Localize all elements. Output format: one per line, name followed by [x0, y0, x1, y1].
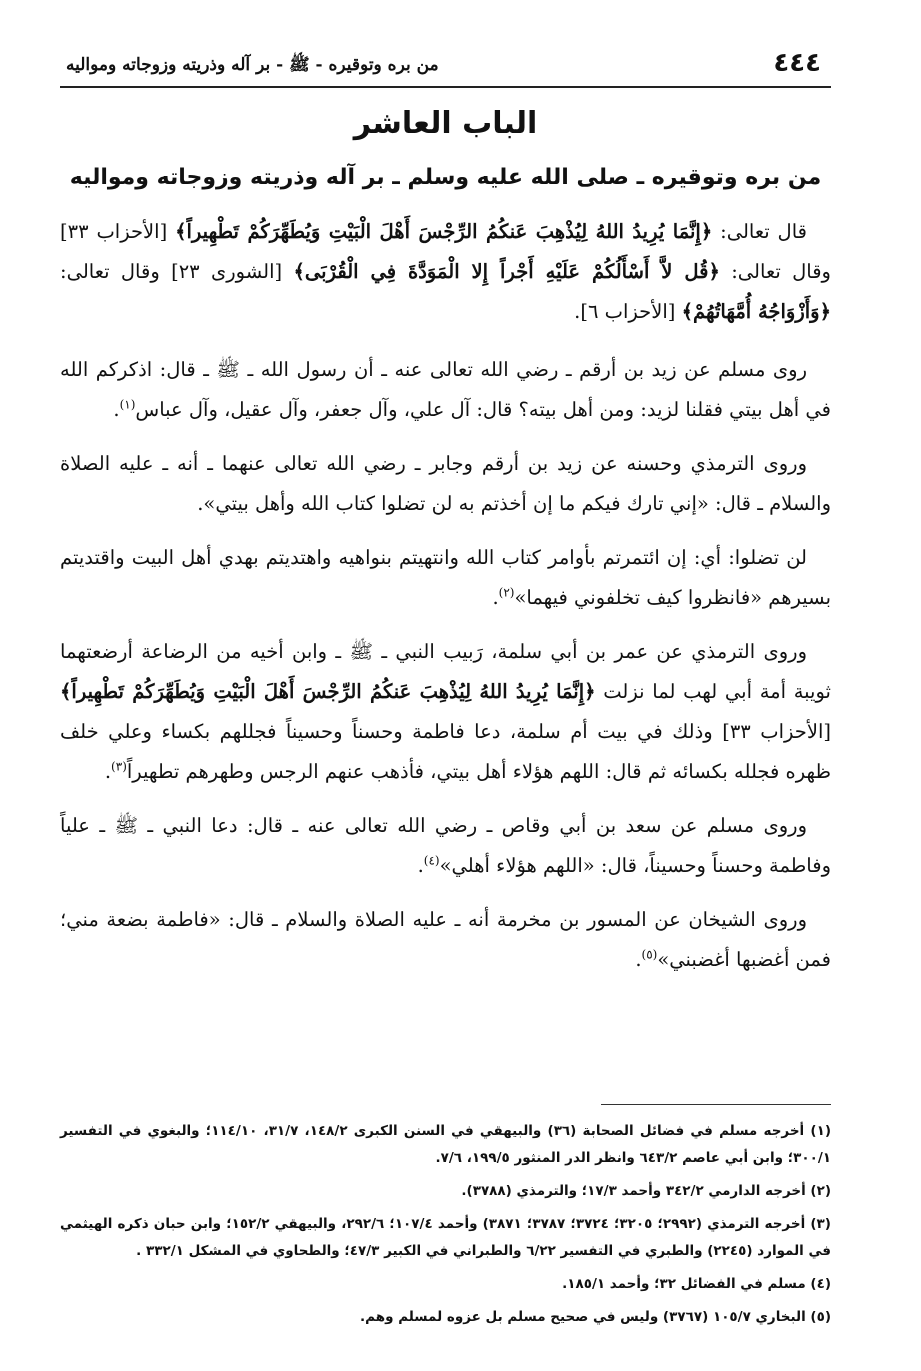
- paragraph-text: [الشورى ٢٣] وقال تعالى:: [60, 260, 294, 283]
- footnote: (١) أخرجه مسلم في فضائل الصحابة (٣٦) والبيهقي في السنن الكبرى ١٤٨/٢، ٣١/٧، ١١٤/١٠؛ والبغوي في التفسير ٣٠٠/١؛ وابن أبي عاصم ٦٤٣/٢ وانظر الدر المنثور ١٩٩/٥، ٧/٦.: [60, 1123, 831, 1166]
- paragraph-text: [الأحزاب ٣٣] وقال تعالى:: [60, 220, 831, 283]
- body-text: [60, 212, 831, 994]
- paragraph: [60, 212, 831, 332]
- footnote-ref: (٣): [111, 759, 127, 774]
- quran-verse: ﴿قُل لاَّ أَسْأَلُكُمْ عَلَيْهِ أَجْراً إِلا الْمَوَدَّةَ فِي الْقُرْبَى﴾: [293, 260, 720, 283]
- paragraph-text: .: [492, 586, 499, 609]
- footnote-ref: (١): [119, 397, 136, 412]
- paragraph-text: وروى الترمذي عن عمر بن أبي سلمة، رَبيب النبي ـ ﷺ ـ وابن أخيه من الرضاعة أرضعتهما ثويبة أمة أبي لهب لما نزلت: [60, 640, 831, 703]
- footnote: (٢) أخرجه الدارمي ٣٤٢/٢ وأحمد ١٧/٣؛ والترمذي (٣٧٨٨).: [461, 1183, 831, 1199]
- paragraph-text: [الأحزاب ٣٣] وذلك في بيت أم سلمة، دعا فاطمة وحسناً وحسيناً فجللهم بكساء وعلي خلف ظهره فجلله بكسائه ثم قال: اللهم هؤلاء أهل بيتي، فأذهب عنهم الرجس وطهرهم تطهيراً: [60, 720, 831, 783]
- footnote-ref: (٥): [641, 947, 658, 962]
- paragraph: [60, 538, 831, 618]
- paragraph-text: .: [417, 854, 424, 877]
- footnote: (٤) مسلم في الفضائل ٣٢؛ وأحمد ١٨٥/١.: [562, 1276, 831, 1292]
- paragraph-text: .: [104, 760, 112, 783]
- footnote: (٥) البخاري ١٠٥/٧ (٣٧٦٧) وليس في صحيح مسلم بل عزوه لمسلم وهم.: [360, 1309, 831, 1325]
- paragraph: [60, 444, 831, 524]
- footnote-separator: [601, 1104, 831, 1105]
- footnote-ref: (٢): [498, 585, 515, 600]
- paragraph-text: قال تعالى:: [712, 220, 807, 243]
- quran-verse: ﴿إِنَّمَا يُرِيدُ اللهُ لِيُذْهِبَ عَنكُمُ الرِّجْسَ أَهْلَ الْبَيْتِ وَيُطَهِّرَكُمْ تَطْهِيراً﴾: [60, 680, 596, 703]
- book-page: [60, 40, 831, 1340]
- paragraph-text: وروى الترمذي وحسنه عن زيد بن أرقم وجابر ـ رضي الله تعالى عنهما ـ أنه ـ عليه الصلاة والسلام ـ قال: «إني تارك فيكم ما إن أخذتم به لن تضلوا كتاب الله وأهل بيتي».: [60, 452, 831, 515]
- chapter-title: الباب العاشر: [353, 106, 538, 141]
- page-header: [60, 40, 831, 88]
- paragraph-text: وروى الشيخان عن المسور بن مخرمة أنه ـ عليه الصلاة والسلام ـ قال: «فاطمة بضعة مني؛ فمن أغضبها أغضبني»: [60, 908, 831, 971]
- paragraph: [60, 632, 831, 792]
- quran-verse: ﴿إِنَّمَا يُرِيدُ اللهُ لِيُذْهِبَ عَنكُمُ الرِّجْسَ أَهْلَ الْبَيْتِ وَيُطَهِّرَكُمْ تَطْهِيراً﴾: [175, 220, 713, 243]
- paragraph-text: .: [113, 398, 120, 421]
- running-title: من بره وتوقيره - ﷺ - بر آله وذريته وزوجاته ومواليه: [66, 55, 439, 75]
- footnote: (٣) أخرجه الترمذي (٢٩٩٢؛ ٣٢٠٥؛ ٣٧٢٤؛ ٣٧٨٧؛ ٣٨٧١) وأحمد ١٠٧/٤؛ ٢٩٢/٦، والبيهقي ١٥٢/٢؛ وابن حبان ذكره الهيثمي في الموارد (٢٢٤٥) والطبري في التفسير ٦/٢٢ والطبراني في الكبير ٤٧/٣؛ والطحاوي في المشكل ٣٣٢/١ .: [60, 1216, 831, 1259]
- paragraph: [60, 350, 831, 430]
- paragraph: [60, 900, 831, 980]
- paragraph-text: روى مسلم عن زيد بن أرقم ـ رضي الله تعالى عنه ـ أن رسول الله ـ ﷺ ـ قال: اذكركم الله في أهل بيتي فقلنا لزيد: ومن أهل بيته؟ قال: آل علي، وآل جعفر، وآل عقيل، وآل عباس: [60, 358, 831, 421]
- paragraph-text: وروى مسلم عن سعد بن أبي وقاص ـ رضي الله تعالى عنه ـ قال: دعا النبي ـ ﷺ ـ علياً وفاطمة وحسناً وحسيناً، قال: «اللهم هؤلاء أهلي»: [60, 814, 831, 877]
- footnote-ref: (٤): [423, 853, 440, 868]
- chapter-subtitle: من بره وتوقيره ـ صلى الله عليه وسلم ـ بر آله وذريته وزوجاته ومواليه: [69, 165, 822, 190]
- paragraph: [60, 806, 831, 886]
- page-number: ٤٤٤: [773, 48, 821, 78]
- quran-verse: ﴿وَأَزْوَاجُهُ أُمَّهَاتُهُمْ﴾: [681, 300, 831, 323]
- paragraph-text: [الأحزاب ٦].: [574, 300, 682, 323]
- paragraph-text: لن تضلوا: أي: إن ائتمرتم بأوامر كتاب الله وانتهيتم بنواهيه واهتديتم بهدي أهل البيت واقتديتم بسيرهم «فانظروا كيف تخلفوني فيهما»: [60, 546, 831, 609]
- paragraph-text: .: [635, 948, 642, 971]
- footnotes: [60, 1118, 831, 1337]
